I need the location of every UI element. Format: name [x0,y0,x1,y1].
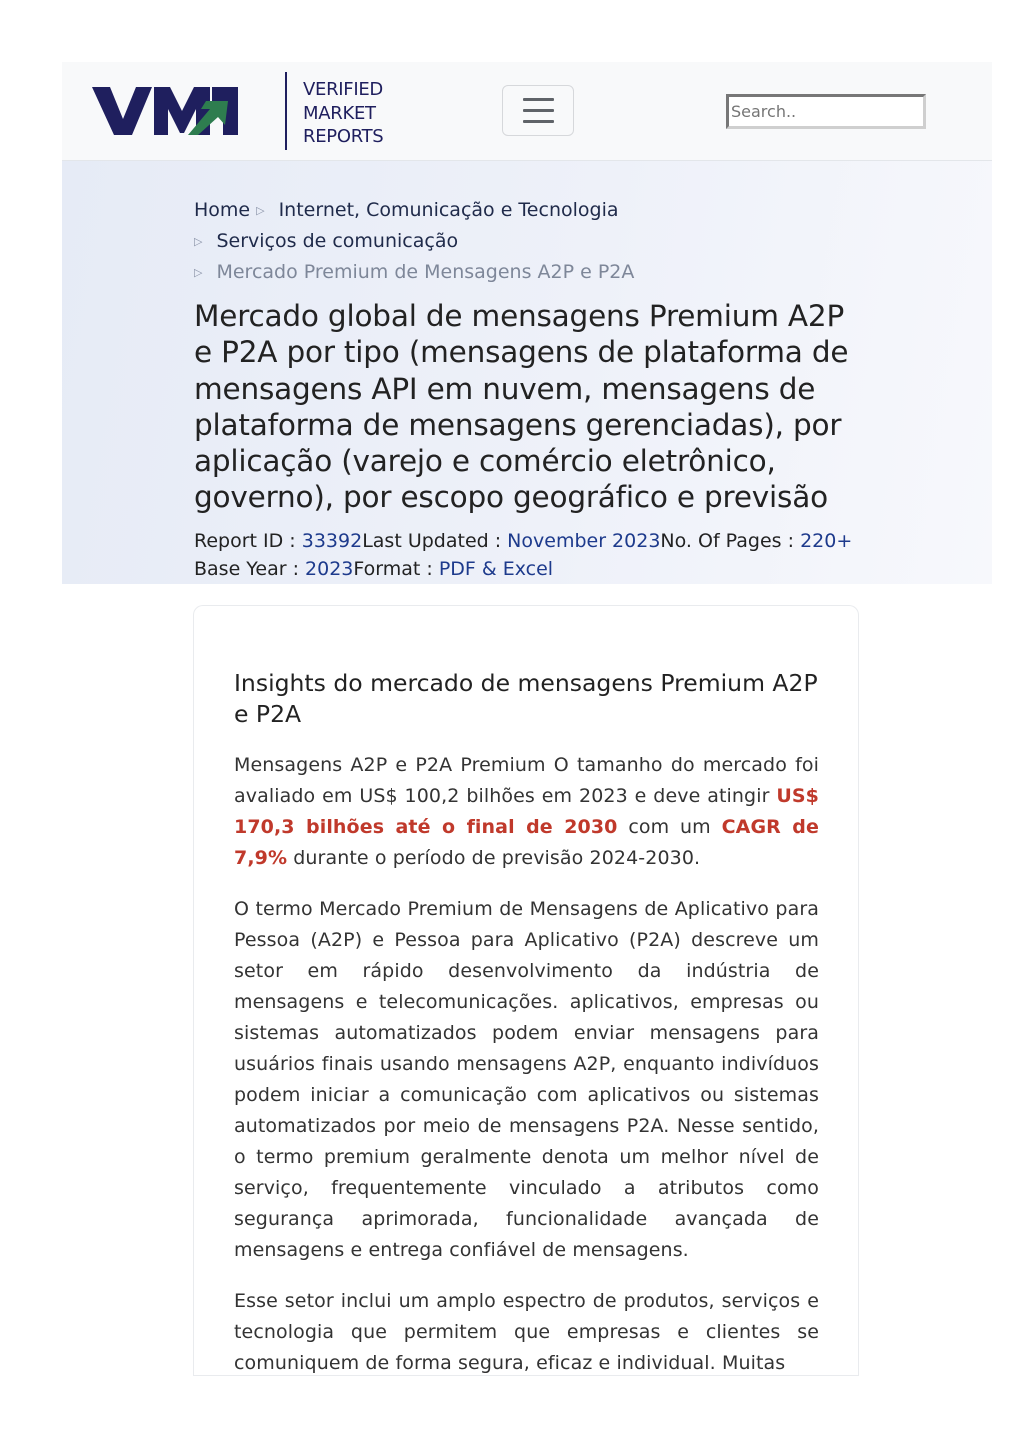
breadcrumb-subcategory[interactable]: Serviços de comunicação [216,230,459,252]
hamburger-icon-bar [523,109,554,112]
page-title: Mercado global de mensagens Premium A2P e P2A por tipo (mensagens de plataforma de mensagens API em nuvem, mensagens de plataforma de mensagens gerenciadas), por aplicação (varejo e comércio eletrônico, governo), por escopo geográfico e previsão [194,299,849,515]
insights-card [193,605,859,1376]
chevron-right-icon: ▷ [194,235,203,248]
base-year-value: 2023 [305,558,354,580]
card-bottom-border [193,1375,859,1376]
breadcrumb [194,195,634,288]
logo-line-reports: REPORTS [303,126,384,147]
vmr-logo-icon [92,87,238,137]
logo-divider [285,72,287,150]
last-updated-label: Last Updated : [362,530,508,552]
logo-wordmark [303,78,383,149]
logo-line-market: MARKET [303,102,376,124]
chevron-right-icon: ▷ [256,204,265,217]
vmr-logo[interactable] [92,72,384,152]
base-year-label: Base Year : [194,558,306,580]
logo-line-verified: VERIFIED [303,79,383,100]
pages-label: No. Of Pages : [660,530,801,552]
format-label: Format : [353,558,439,580]
format-value: PDF & Excel [438,558,554,580]
last-updated-value: November 2023 [507,530,661,552]
top-navbar [62,62,992,161]
breadcrumb-home[interactable]: Home [194,199,251,221]
insights-paragraph-3: Esse setor inclui um amplo espectro de produtos, serviços e tecnologia que permitem que empresas e clientes se comuniquem de forma segura, eficaz e individual. Muitas [234,1290,819,1374]
breadcrumb-current: Mercado Premium de Mensagens A2P e P2A [216,261,635,283]
report-hero [62,161,992,584]
hamburger-icon [523,98,554,101]
report-id-label: Report ID : [194,530,302,552]
insights-paragraph-1 [234,750,819,874]
hamburger-icon-bar [523,120,554,123]
pages-value: 220+ [800,530,853,552]
p1-text-b: com um [617,816,722,838]
insights-heading: Insights do mercado de mensagens Premium A2P e P2A [234,669,818,728]
report-id-value: 33392 [301,530,363,552]
cagr-highlight: CAGR de 7,9% [234,816,819,869]
market-forecast-highlight: US$ 170,3 bilhões até o final de 2030 [234,785,819,838]
insights-paragraph-2: O termo Mercado Premium de Mensagens de Aplicativo para Pessoa (A2P) e Pessoa para Aplicativo (P2A) descreve um setor em rápido desenvolvimento da indústria de mensagens e telecomunicações. aplicativos, empresas ou sistemas automatizados podem enviar mensagens para usuários finais usando mensagens A2P, enquanto indivíduos podem iniciar a comunicação com aplicativos ou sistemas automatizados por meio de mensagens P2A. Nesse sentido, o termo premium geralmente denota um melhor nível de serviço, frequentemente vinculado a atributos como segurança aprimorada, funcionalidade avançada de mensagens e entrega confiável de mensagens. [234,898,819,1261]
search-input[interactable] [726,94,926,129]
breadcrumb-category[interactable]: Internet, Comunicação e Tecnologia [278,199,619,221]
p1-text-c: durante o período de previsão 2024-2030. [287,847,701,869]
chevron-right-icon: ▷ [194,266,203,279]
report-meta [194,527,852,583]
p1-text-a: Mensagens A2P e P2A Premium O tamanho do mercado foi avaliado em US$ 100,2 bilhões em 2023 e deve atingir [234,754,819,807]
menu-toggle-button[interactable] [502,85,574,136]
